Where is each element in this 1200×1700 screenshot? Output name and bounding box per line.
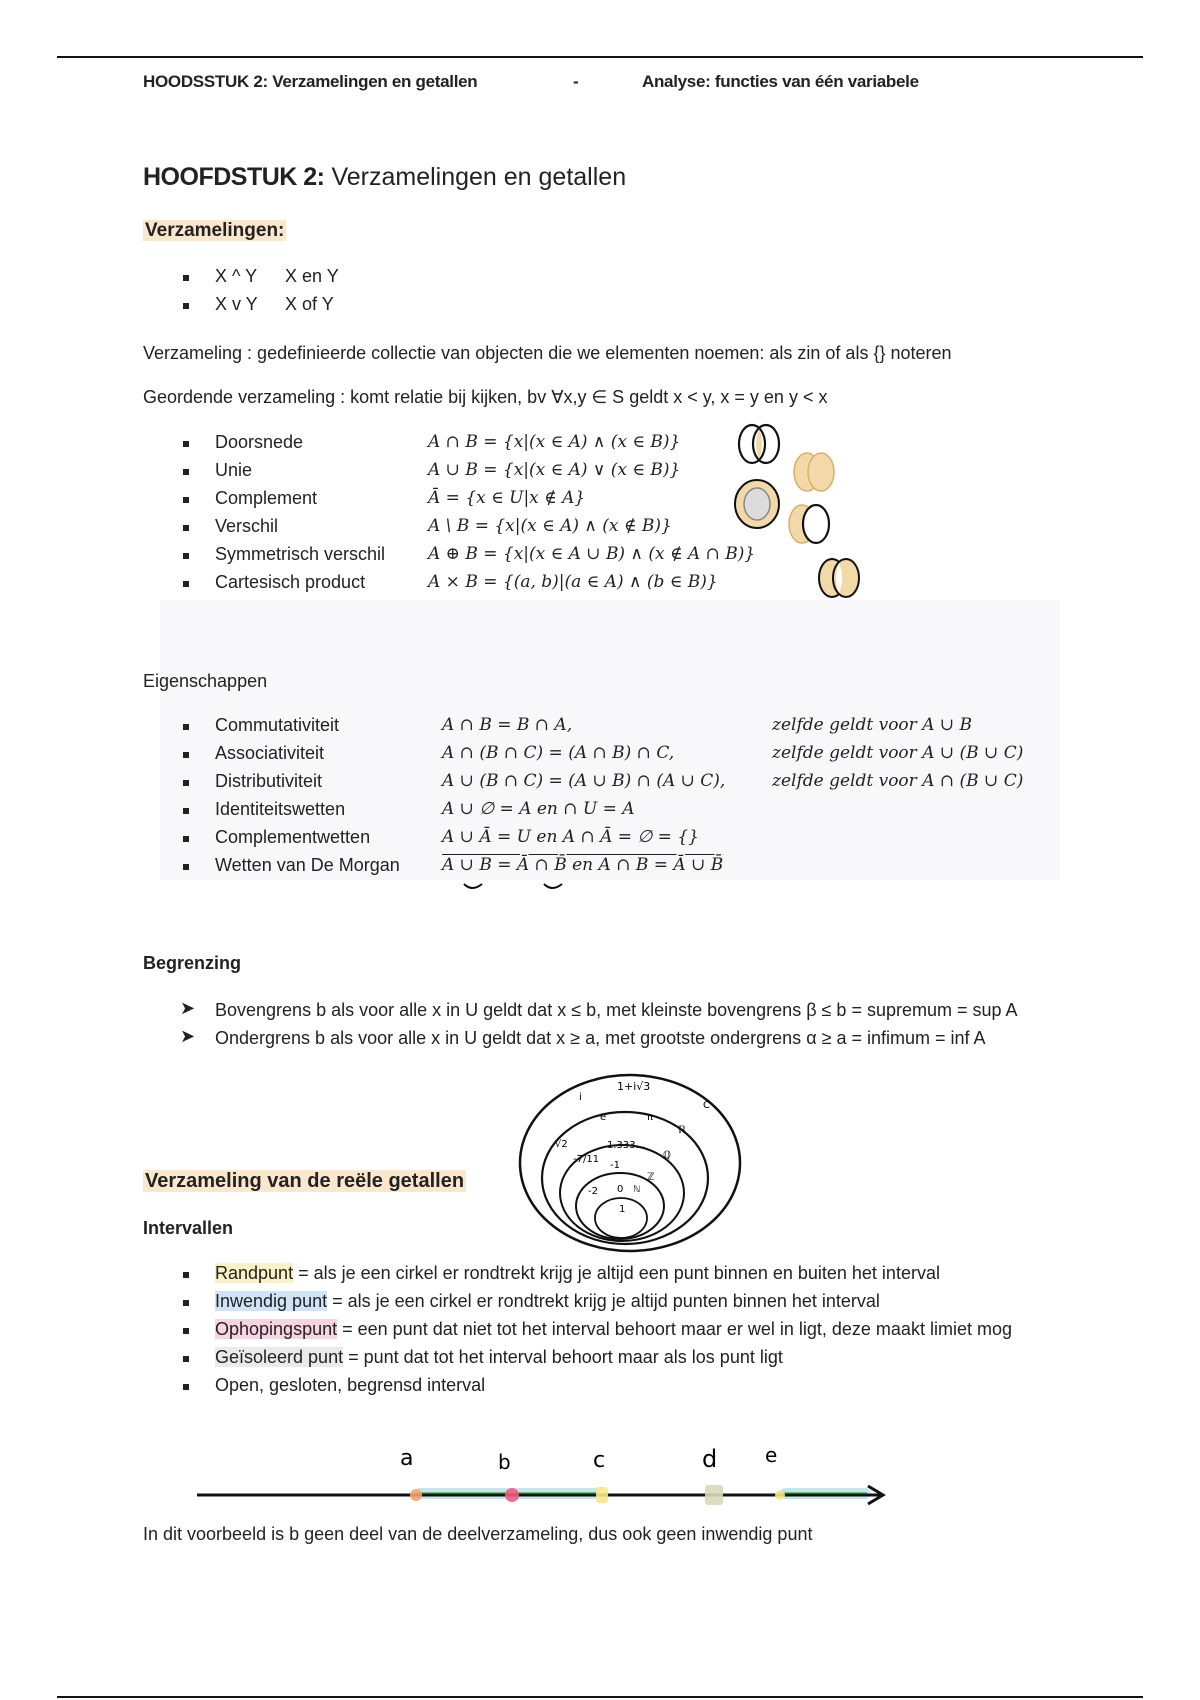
number-sets-diagram (515, 1068, 755, 1258)
point-marker (775, 1490, 785, 1500)
operation-name: Complement (215, 488, 318, 508)
header-course: Analyse: functies van één variabele (642, 72, 919, 91)
property-note: zelfde geldt voor A ∩ (B ∪ C) (772, 771, 1024, 791)
term-ophopingspunt: Ophopingspunt (215, 1319, 338, 1339)
point-label: d (702, 1445, 718, 1473)
term-definition: = punt dat tot het interval behoort maar als los punt ligt (343, 1347, 783, 1367)
property-name: Commutativiteit (215, 715, 340, 735)
set-label: ℤ (647, 1172, 655, 1183)
property-name: Identiteitswetten (215, 799, 346, 819)
set-label: -2 (588, 1186, 598, 1197)
point-marker (410, 1489, 422, 1501)
set-label: 1+i√3 (617, 1080, 651, 1093)
bound-text: Ondergrens b als voor alle x in U geldt dat x ≥ a, met grootste ondergrens α ≥ a = infimum = inf A (215, 1028, 986, 1048)
property-formula: A ∪ B = Ā ∩ B̄ en A ∩ B = Ā ∪ B̄ (442, 855, 724, 875)
reals-heading (143, 1170, 466, 1193)
operation-formula: A \ B = {x|(x ∈ A) ∧ (x ∉ B)} (428, 516, 672, 536)
title-bold: HOOFDSTUK 2: (143, 163, 325, 191)
operation-formula: A × B = {(a, b)|(a ∈ A) ∧ (b ∈ B)} (428, 572, 718, 592)
bound-text: Bovengrens b als voor alle x in U geldt dat x ≤ b, met kleinste bovengrens β ≤ b = supremum = sup A (215, 1000, 1018, 1020)
properties-heading: Eigenschappen (143, 671, 268, 691)
set-label: 0 (617, 1184, 624, 1195)
venn-sketches (732, 420, 872, 600)
set-label: 1 (619, 1204, 626, 1215)
property-note: zelfde geldt voor A ∪ B (772, 715, 973, 735)
reals-heading-text: Verzameling van de reële getallen (145, 1170, 465, 1192)
ordered-set-text: Geordende verzameling : komt relatie bij kijken, bv ∀x,y ∈ S geldt x < y, x = y en y < x (143, 387, 828, 407)
venn-difference-icon (789, 505, 829, 543)
point-marker (505, 1488, 519, 1502)
property-formula: A ∪ ∅ = A en ∩ U = A (442, 799, 635, 819)
operation-name: Unie (215, 460, 253, 480)
numberline-caption: In dit voorbeeld is b geen deel van de deelverzameling, dus ook geen inwendig punt (143, 1524, 813, 1544)
property-name: Associativiteit (215, 743, 325, 763)
logic-symbol: X ^ Y (215, 266, 258, 286)
term-definition: = als je een cirkel er rondtrekt krijg je altijd punten binnen het interval (327, 1291, 880, 1311)
logic-meaning: X en Y (285, 266, 339, 286)
term-definition: = als je een cirkel er rondtrekt krijg je altijd een punt binnen en buiten het interval (293, 1263, 940, 1283)
point-label: e (765, 1443, 778, 1467)
logic-meaning: X of Y (285, 294, 334, 314)
set-label: i (579, 1092, 582, 1103)
set-label: ℝ (678, 1125, 686, 1136)
set-label: e (600, 1112, 607, 1123)
set-label: √2 (555, 1139, 568, 1150)
section-heading-sets (143, 220, 286, 242)
term-inwendig-punt: Inwendig punt (215, 1291, 328, 1311)
header-separator: - (573, 72, 579, 91)
property-name: Complementwetten (215, 827, 371, 847)
point-marker (596, 1487, 608, 1503)
set-label: -7/11 (573, 1154, 600, 1165)
arrow-bullet-icon: ➤ (180, 998, 196, 1018)
point-label: a (400, 1446, 414, 1471)
operation-formula: A ∩ B = {x|(x ∈ A) ∧ (x ∈ B)} (428, 432, 681, 452)
title-rest: Verzamelingen en getallen (324, 163, 627, 191)
operation-name: Verschil (215, 516, 279, 536)
operation-formula: A ∪ B = {x|(x ∈ A) ∨ (x ∈ B)} (428, 460, 681, 480)
operation-name: Doorsnede (215, 432, 304, 452)
arrow-bullet-icon: ➤ (180, 1026, 196, 1046)
set-label: ℕ (633, 1185, 641, 1195)
logic-symbol: X v Y (215, 294, 258, 314)
set-label: 1.333... (607, 1140, 646, 1151)
definition-text: Verzameling : gedefinieerde collectie van objecten die we elementen noemen: als zin of als {} noteren (143, 343, 952, 363)
term-definition: = een punt dat niet tot het interval behoort maar er wel in ligt, deze maakt limiet mog (337, 1319, 1012, 1339)
set-label: C (703, 1100, 710, 1111)
running-header (143, 72, 919, 92)
operation-formula: Ā = {x ∈ U|x ∉ A} (428, 488, 586, 508)
property-formula: A ∩ B = B ∩ A, (442, 715, 573, 735)
de-morgan-arcs (460, 880, 600, 900)
set-label: π (647, 1112, 654, 1123)
bottom-rule (57, 1696, 1143, 1698)
term-geisoleerd-punt: Geïsoleerd punt (215, 1347, 344, 1367)
top-rule (57, 56, 1143, 58)
property-formula: A ∩ (B ∩ C) = (A ∩ B) ∩ C, (442, 743, 675, 763)
bounds-heading: Begrenzing (143, 953, 242, 973)
page-title (143, 163, 626, 192)
venn-intersection-icon (739, 425, 779, 463)
property-name: Distributiviteit (215, 771, 323, 791)
operation-name: Symmetrisch verschil (215, 544, 386, 564)
operation-name: Cartesisch product (215, 572, 366, 592)
property-formula: A ∪ Ā = U en A ∩ Ā = ∅ = {} (442, 827, 699, 847)
property-note: zelfde geldt voor A ∪ (B ∪ C) (772, 743, 1024, 763)
header-chapter: HOODSSTUK 2: Verzamelingen en getallen (143, 72, 478, 91)
set-label: -1 (610, 1160, 620, 1171)
sets-heading-text: Verzamelingen: (145, 220, 285, 241)
point-label: b (498, 1450, 511, 1474)
interval-types: Open, gesloten, begrensd interval (215, 1375, 486, 1395)
intervals-heading: Intervallen (143, 1218, 234, 1238)
operation-formula: A ⊕ B = {x|(x ∈ A ∪ B) ∧ (x ∉ A ∩ B)} (428, 544, 756, 564)
venn-complement-icon (735, 480, 779, 528)
point-marker (705, 1485, 723, 1505)
point-label: c (593, 1448, 606, 1473)
property-formula: A ∪ (B ∩ C) = (A ∪ B) ∩ (A ∪ C), (442, 771, 726, 791)
set-label: ℚ (663, 1150, 671, 1161)
venn-symmetric-difference-icon (819, 559, 859, 597)
venn-union-icon (794, 453, 834, 491)
term-randpunt: Randpunt (215, 1263, 294, 1283)
property-name: Wetten van De Morgan (215, 855, 400, 875)
